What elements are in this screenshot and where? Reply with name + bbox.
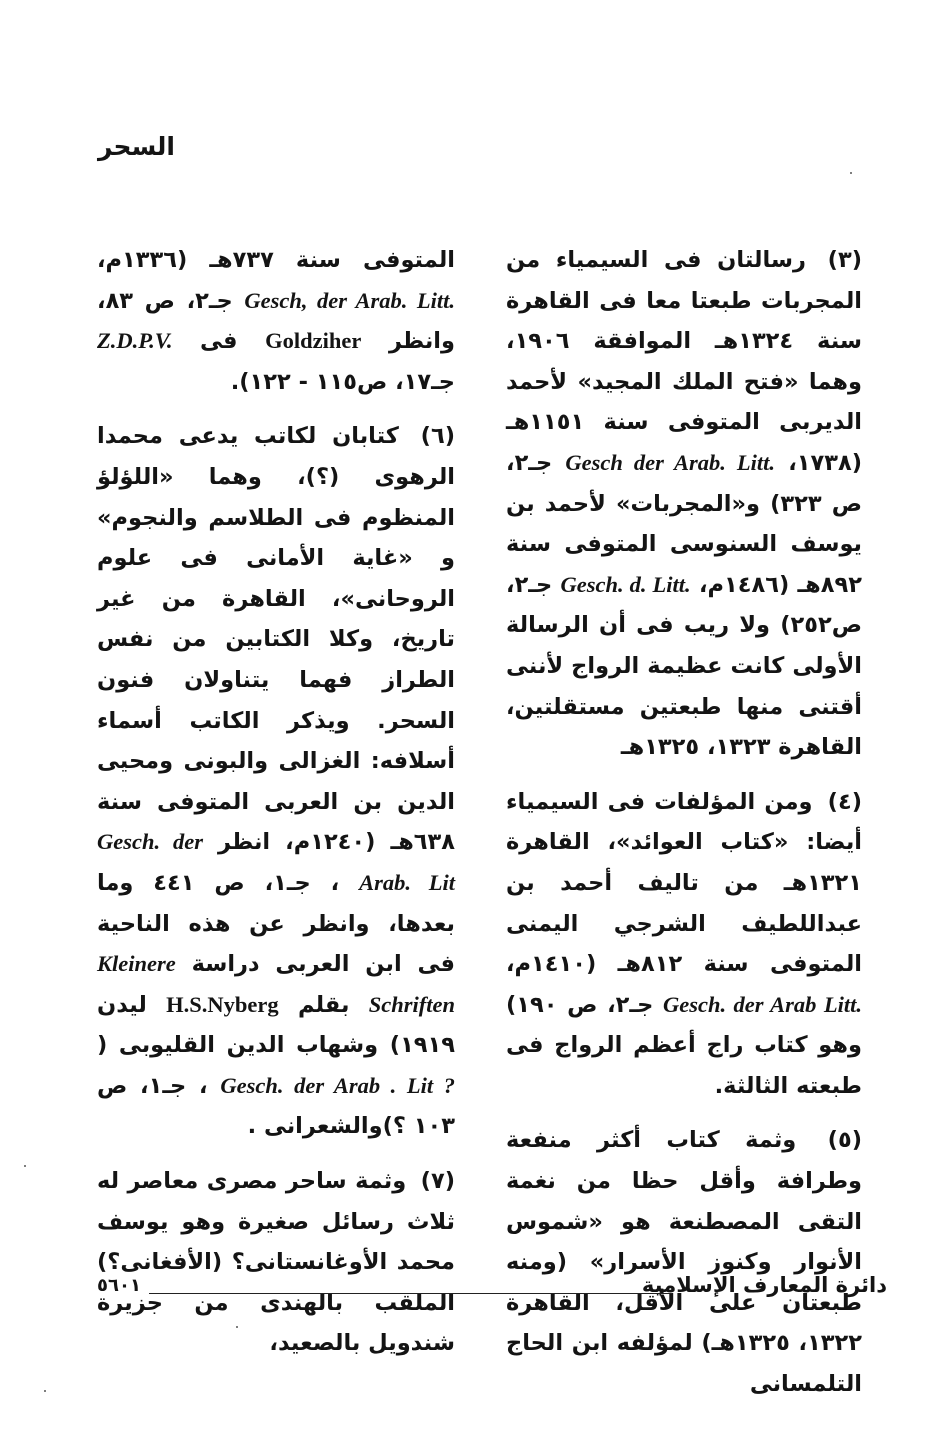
latin-citation: Gesch. der Arab Litt. xyxy=(662,991,862,1017)
latin-citation: H.S.Nyberg xyxy=(166,991,279,1017)
scan-speck xyxy=(236,1326,238,1328)
paragraph-text: ليدن ١٩١٩) وشهاب الدين القليوبى ( xyxy=(97,991,455,1059)
paragraph-text: وثمة كتاب أكثر منفعة وطرافة وأقل حظا من نغمة التقى المصطنعة هو «شموس الأنوار وكنوز الأسرار» (ومنه طبعتان على الأقل، القاهرة ١٣٢٢، ١٣٢٥هـ) لمؤلفه ابن الحاج التلمسانى xyxy=(506,1127,862,1398)
paragraph-text: فى xyxy=(200,328,238,355)
latin-citation: Gesch. der Arab . Lit ? xyxy=(220,1072,455,1098)
paragraph-4 xyxy=(506,782,862,1107)
paragraph-3 xyxy=(506,240,862,768)
paragraph-text: ، جـ١، ص ٤٤١ وما بعدها، وانظر عن هذه الناحية فى ابن العربى دراسة xyxy=(97,869,455,978)
paragraph-5 xyxy=(506,1120,862,1404)
latin-citation: Gesch. der Arab. Lit xyxy=(97,829,455,895)
paragraph-continued xyxy=(97,240,455,402)
journal-title: دائرة المعارف الإسلامية xyxy=(641,1273,887,1297)
left-column xyxy=(97,240,455,1378)
latin-citation: Gesch der Arab. Litt. xyxy=(565,449,775,475)
page-number: ٥٦٠١ xyxy=(97,1275,141,1296)
paragraph-text: جـ٢، ص٢٥٢) ولا ريب فى أن الرسالة الأولى كانت عظيمة الرواج لأننى أقتنى منها طبعتين مستقلتين، القاهرة ١٣٢٣، ١٣٢٥هـ xyxy=(506,571,862,761)
paragraph-text: جـ٢، ص ٨٣، وانظر xyxy=(97,287,455,355)
latin-citation: Gesch. d. Litt. xyxy=(560,571,691,597)
paragraph-text: كتابان لكاتب يدعى محمدا الرهوى (؟)، وهما «اللؤلؤ المنظوم فى الطلاسم والنجوم» و «غاية الأمانى فى علوم الروحانى»، القاهرة من غير تاريخ، وكلا الكتابين من نفس الطراز فهما يتناولان فنون السحر. ويذكر الكاتب أسماء أسلافه: الغزالى والبونى ومحيى الدين بن العربى المتوفى سنة ٦٣٨هـ (١٢٤٠م، انظر xyxy=(97,423,455,856)
paragraph-text: المتوفى سنة ٧٣٧هـ (١٣٣٦م، xyxy=(97,247,455,273)
paragraph-number: (٣) xyxy=(827,247,862,273)
paragraph-text: ، جـ١، ص ١٠٣ ؟)والشعرانى . xyxy=(97,1072,455,1140)
paragraph-text: جـ١٧، ص١١٥ - ١٢٢). xyxy=(230,368,455,395)
latin-citation: Kleinere Schriften xyxy=(97,951,455,1017)
right-column xyxy=(506,240,862,1419)
running-title: السحر xyxy=(98,132,175,161)
footer-rule xyxy=(149,1293,672,1294)
latin-citation: Goldziher xyxy=(265,328,362,354)
scan-speck xyxy=(850,172,852,174)
latin-citation: Gesch, der Arab. Litt. xyxy=(244,287,455,313)
page-footer xyxy=(97,1273,887,1307)
paragraph-text: جـ٢، ص ٣٢٣) و«المجربات» لأحمد بن يوسف السنوسى المتوفى سنة ٨٩٢هـ (١٤٨٦م، xyxy=(506,449,862,598)
paragraph-text: رسالتان فى السيمياء من المجربات طبعتا معا فى القاهرة سنة ١٣٢٤هـ الموافقة ١٩٠٦، وهما «فتح الملك المجيد» لأحمد الديربى المتوفى سنة ١١٥١هـ (١٧٣٨، xyxy=(506,247,863,476)
latin-citation: Z.D.P.V. xyxy=(97,328,173,354)
scan-speck xyxy=(24,1165,26,1167)
paragraph-number: (٥) xyxy=(827,1127,862,1154)
scan-speck xyxy=(44,1390,46,1392)
paragraph-number: (٦) xyxy=(420,423,455,450)
paragraph-text: ومن المؤلفات فى السيمياء أيضا: «كتاب العوائد»، القاهرة ١٣٢١هـ من تاليف أحمد بن عبداللطيف الشرجي اليمنى المتوفى سنة ٨١٢هـ (١٤١٠م، xyxy=(506,788,862,978)
paragraph-text: وثمة ساحر مصرى معاصر له ثلاث رسائل صغيرة وهو يوسف محمد الأوغانستانى؟ (الأفغانى؟) الملقب بالهندى من جزيرة شندويل بالصعيد، xyxy=(97,1168,455,1357)
paragraph-number: (٤) xyxy=(827,788,862,815)
paragraph-text: بقلم xyxy=(297,991,350,1018)
paragraph-7 xyxy=(97,1161,455,1364)
paragraph-number: (٧) xyxy=(420,1168,455,1195)
paragraph-6 xyxy=(97,416,455,1147)
paragraph-text: جـ٢، ص ١٩٠) وهو كتاب راج أعظم الرواج فى طبعته الثالثة. xyxy=(506,991,862,1099)
